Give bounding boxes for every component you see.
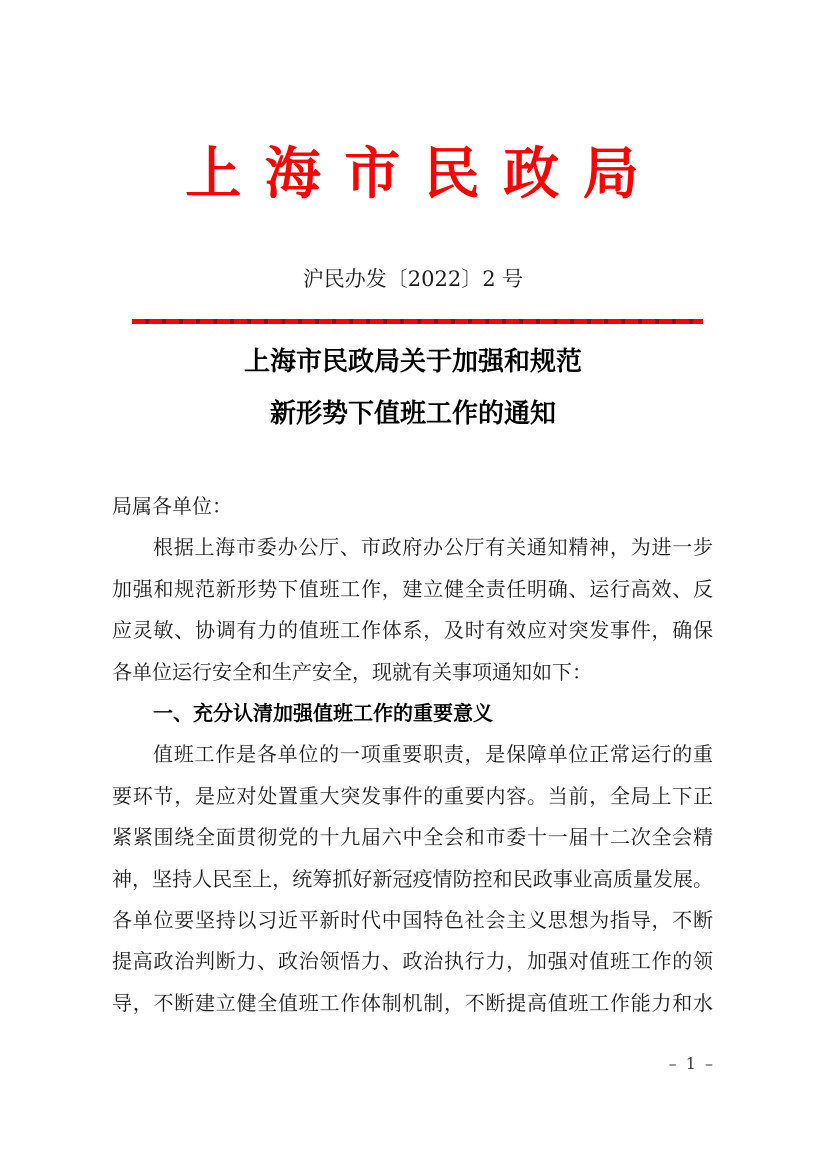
section-heading: 一、充分认清加强值班工作的重要意义	[153, 700, 493, 725]
body-line: 值班工作是各单位的一项重要职责，是保障单位正常运行的重	[153, 742, 713, 767]
body-line: 紧紧围绕全面贯彻党的十九届六中全会和市委十一届十二次全会精	[112, 825, 713, 850]
body-line: 应灵敏、协调有力的值班工作体系，及时有效应对突发事件，确保	[112, 618, 713, 643]
document-number: 沪民办发〔2022〕2 号	[302, 267, 524, 291]
body-line: 要环节，是应对处置重大突发事件的重要内容。当前，全局上下正	[112, 783, 713, 808]
body-line: 各单位运行安全和生产安全，现就有关事项通知如下：	[112, 659, 592, 684]
body-line: 局属各单位：	[112, 494, 232, 518]
body-line: 加强和规范新形势下值班工作，建立健全责任明确、运行高效、反	[112, 576, 713, 601]
body-line: 各单位要坚持以习近平新时代中国特色社会主义思想为指导，不断	[112, 907, 713, 932]
agency-name-header: 上 海 市 民 政 局	[185, 141, 641, 207]
document-title-line-2: 新形势下值班工作的通知	[269, 399, 556, 429]
page-number: – 1 –	[668, 1054, 715, 1073]
document-body	[112, 486, 713, 1024]
red-divider-line	[132, 319, 703, 324]
body-line: 神，坚持人民至上，统筹抓好新冠疫情防控和民政事业高质量发展。	[112, 866, 713, 891]
body-line: 导，不断建立健全值班工作体制机制，不断提高值班工作能力和水	[112, 990, 713, 1015]
document-title-line-1: 上海市民政局关于加强和规范	[243, 347, 582, 377]
body-line: 根据上海市委办公厅、市政府办公厅有关通知精神，为进一步	[153, 535, 713, 560]
document-title	[0, 336, 826, 440]
body-line: 提高政治判断力、政治领悟力、政治执行力，加强对值班工作的领	[112, 949, 713, 974]
